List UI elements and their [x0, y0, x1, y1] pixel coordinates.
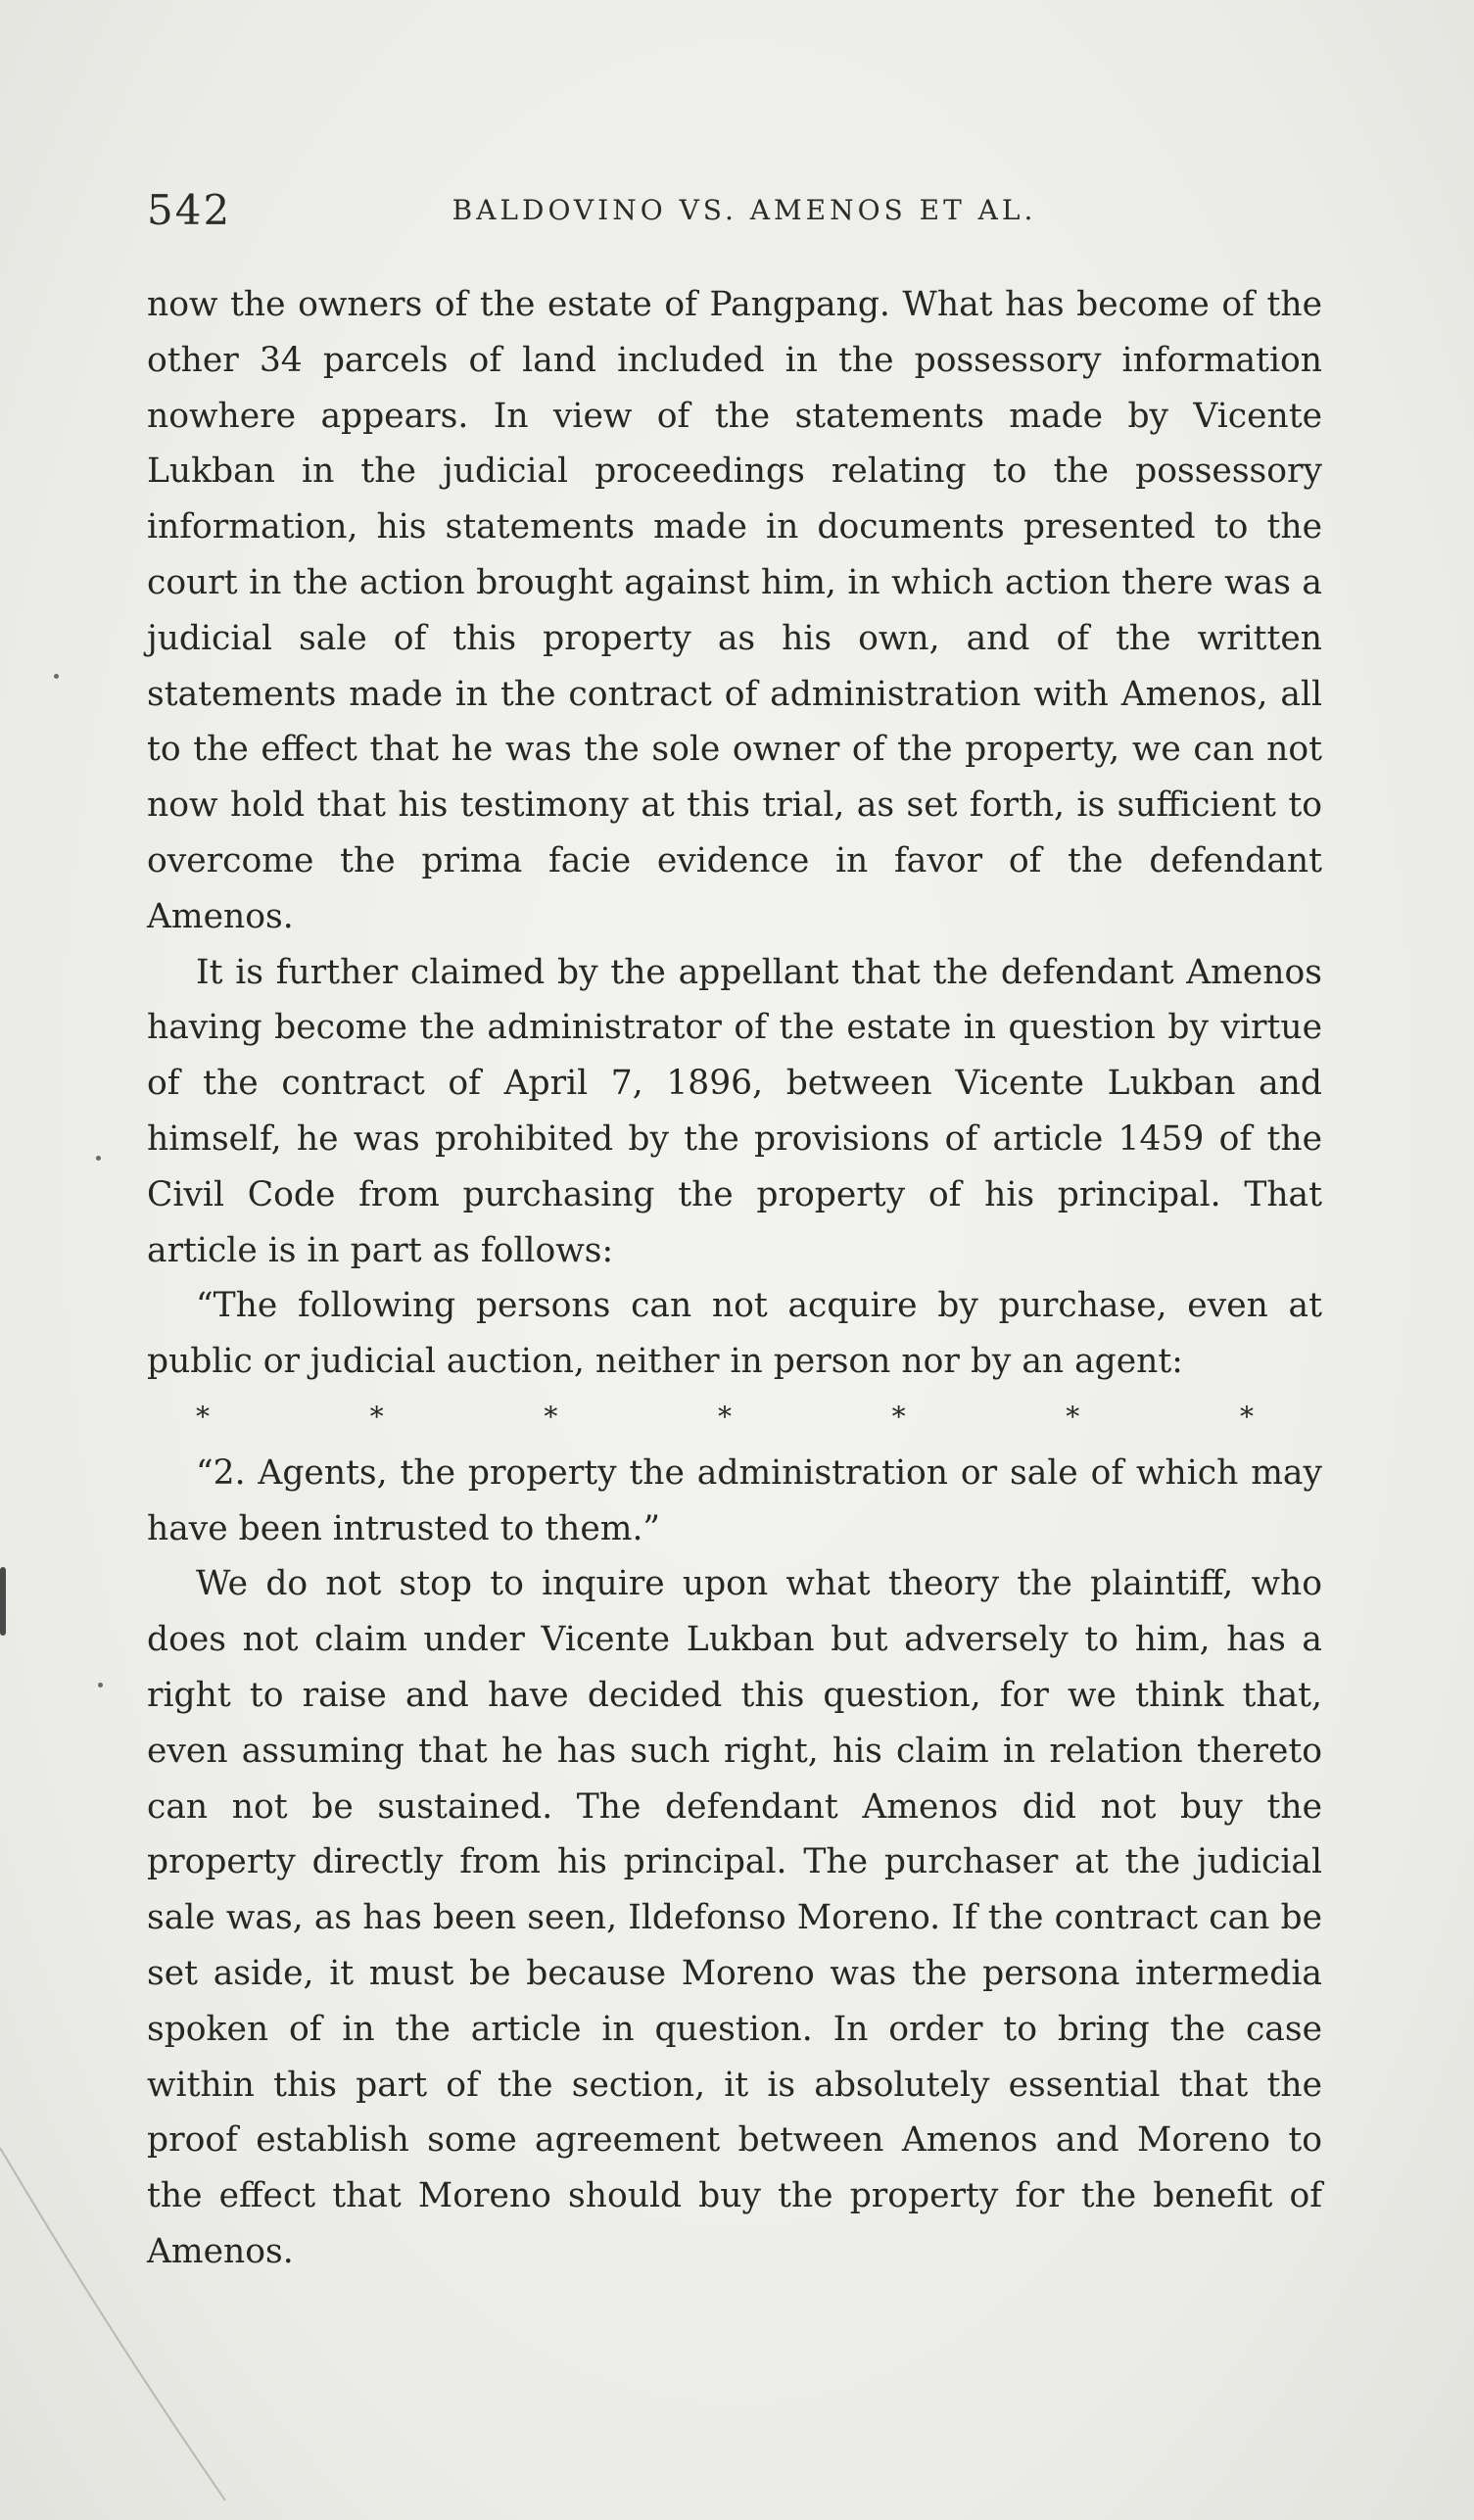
- page-crease-mark: [0, 2128, 294, 2520]
- body-text: [147, 277, 1322, 2280]
- paragraph-holding: We do not stop to inquire upon what theory the plaintiff, who does not claim under Vicente Lukban but adversely to him, has a right to raise and have decided this question, for we think that, even assuming that he has such right, his claim in relation thereto can not be sustained. The defendant Amenos did not buy the property directly from his principal. The purchaser at the judicial sale was, as has been seen, Ildefonso Moreno. If the contract can be set aside, it must be because Moreno was the persona intermedia spoken of in the article in question. In order to bring the case within this part of the section, it is absolutely essential that the proof establish some agreement between Amenos and Moreno to the effect that Moreno should buy the property for the benefit of Amenos.: [147, 1564, 1322, 2271]
- scan-speck: [54, 674, 59, 679]
- binding-edge-mark: [0, 1567, 6, 1636]
- scan-speck: [98, 1683, 103, 1688]
- ellipsis-star: *: [717, 1400, 732, 1433]
- ellipsis-star: *: [196, 1400, 210, 1433]
- ellipsis-stars: [147, 1390, 1254, 1446]
- paragraph-article-1459-claim: It is further claimed by the appellant that the defendant Amenos having become the administrator of the estate in question by virtue of the contract of April 7, 1896, between Vicente Lukban and himself, he was prohibited by the provisions of article 1459 of the Civil Code from purchasing the property of his principal. That article is in part as follows:: [147, 952, 1322, 1270]
- scan-speck: [96, 1156, 101, 1161]
- page-header: [147, 186, 1342, 245]
- quotation-item-2: “2. Agents, the property the administration or sale of which may have been intrusted to them.”: [147, 1452, 1322, 1548]
- ellipsis-star: *: [1239, 1400, 1254, 1433]
- paragraph-continuation: now the owners of the estate of Pangpang. What has become of the other 34 parcels of land included in the possessory information nowhere appears. In view of the statements made by Vicente Lukban in the judicial proceedings relating to the possessory information, his statements made in documents presented to the court in the action brought against him, in which action there was a judicial sale of this property as his own, and of the written statements made in the contract of administration with Amenos, all to the effect that he was the sole owner of the property, we can not now hold that his testimony at this trial, as set forth, is sufficient to overcome the prima facie evidence in favor of the defendant Amenos.: [147, 285, 1322, 936]
- running-head: BALDOVINO VS. AMENOS ET AL.: [452, 194, 1037, 226]
- ellipsis-star: *: [544, 1400, 558, 1433]
- ellipsis-star: *: [369, 1400, 384, 1433]
- ellipsis-star: *: [1066, 1400, 1080, 1433]
- page-number: 542: [147, 186, 232, 234]
- ellipsis-star: *: [891, 1400, 906, 1433]
- quotation-opening: “The following persons can not acquire by purchase, even at public or judicial auction, neither in person nor by an agent:: [147, 1286, 1322, 1382]
